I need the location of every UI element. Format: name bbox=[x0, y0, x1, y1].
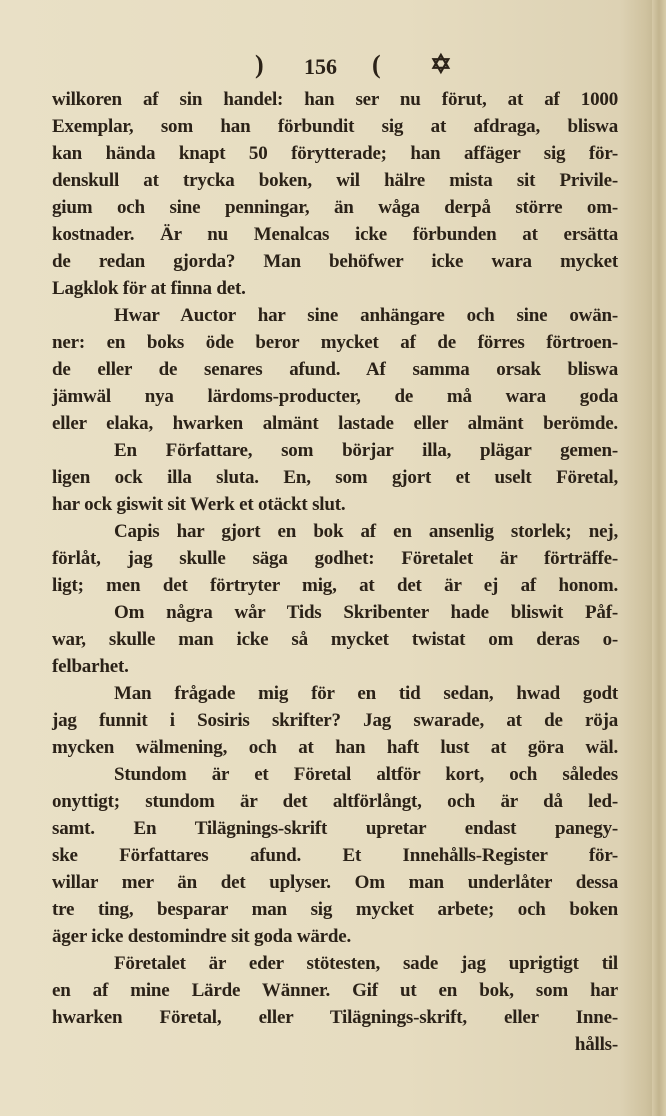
text-line: war, skulle man icke så mycket twistat om deras o- bbox=[52, 629, 618, 650]
text-line: Företalet är eder stötesten, sade jag uprigtigt til bbox=[114, 953, 618, 974]
text-line: mycken wälmening, och at han haft lust at göra wäl. bbox=[52, 737, 618, 758]
text-line: Capis har gjort en bok af en ansenlig storlek; nej, bbox=[114, 521, 618, 542]
text-line: willar mer än det uplyser. Om man underlåter dessa bbox=[52, 872, 618, 893]
text-line: har ock giswit sit Werk et otäckt slut. bbox=[52, 494, 346, 515]
text-line: tre ting, besparar man sig mycket arbete; och boken bbox=[52, 899, 618, 920]
text-line: ner: en boks öde beror mycket af de förres förtroen- bbox=[52, 332, 618, 353]
text-line: Hwar Auctor har sine anhängare och sine owän- bbox=[114, 305, 618, 326]
text-line: en af mine Lärde Wänner. Gif ut en bok, som har bbox=[52, 980, 618, 1001]
text-line: En Författare, som börjar illa, plägar gemen- bbox=[114, 440, 618, 461]
running-header bbox=[0, 50, 666, 90]
text-line: jag funnit i Sosiris skrifter? Jag swarade, at de röja bbox=[52, 710, 618, 731]
text-line: ligt; men det förtryter mig, at det är ej af honom. bbox=[52, 575, 618, 596]
header-bracket-open: ) bbox=[255, 50, 264, 79]
text-line: äger icke destomindre sit goda wärde. bbox=[52, 926, 352, 947]
text-line: Man frågade mig för en tid sedan, hwad godt bbox=[114, 683, 618, 704]
text-line: de eller de senares afund. Af samma orsak bliswa bbox=[52, 359, 618, 380]
text-line: wilkoren af sin handel: han ser nu förut, at af 1000 bbox=[52, 89, 618, 110]
text-line: denskull at trycka boken, wil hälre mista sit Privile- bbox=[52, 170, 618, 191]
text-line: jämwäl nya lärdoms-producter, de må wara goda bbox=[52, 386, 618, 407]
text-line: Exemplar, som han förbundit sig at afdraga, bliswa bbox=[52, 116, 618, 137]
text-line: gium och sine penningar, än wåga derpå större om- bbox=[52, 197, 618, 218]
text-line: de redan gjorda? Man behöfwer icke wara mycket bbox=[52, 251, 618, 272]
text-line: ligen ock illa sluta. En, som gjort et uselt Företal, bbox=[52, 467, 618, 488]
page-edge bbox=[652, 0, 666, 1116]
text-line: Lagklok för at finna det. bbox=[52, 278, 246, 299]
text-line: kan hända knapt 50 förytterade; han affäger sig för- bbox=[52, 143, 618, 164]
text-line: ske Författares afund. Et Innehålls-Register för- bbox=[52, 845, 618, 866]
text-line: samt. En Tilägnings-skrift upretar endast panegy- bbox=[52, 818, 618, 839]
text-line: förlåt, jag skulle säga godhet: Företalet är förträffe- bbox=[52, 548, 618, 569]
star-ornament-icon: ✡ bbox=[430, 50, 452, 79]
text-line: felbarhet. bbox=[52, 656, 129, 677]
text-line: Om några wår Tids Skribenter hade bliswit Påf- bbox=[114, 602, 618, 623]
text-line: hwarken Företal, eller Tilägnings-skrift, eller Inne- bbox=[52, 1007, 618, 1028]
body-text bbox=[52, 86, 618, 1058]
text-line: kostnader. Är nu Menalcas icke förbunden at ersätta bbox=[52, 224, 618, 245]
header-bracket-close: ( bbox=[372, 50, 381, 79]
page-number: 156 bbox=[304, 54, 337, 79]
catchword: hålls- bbox=[574, 1034, 618, 1055]
text-line: onyttigt; stundom är det altförlångt, och är då led- bbox=[52, 791, 618, 812]
text-line: Stundom är et Företal altför kort, och således bbox=[114, 764, 618, 785]
text-line: eller elaka, hwarken almänt lastade eller almänt berömde. bbox=[52, 413, 618, 434]
